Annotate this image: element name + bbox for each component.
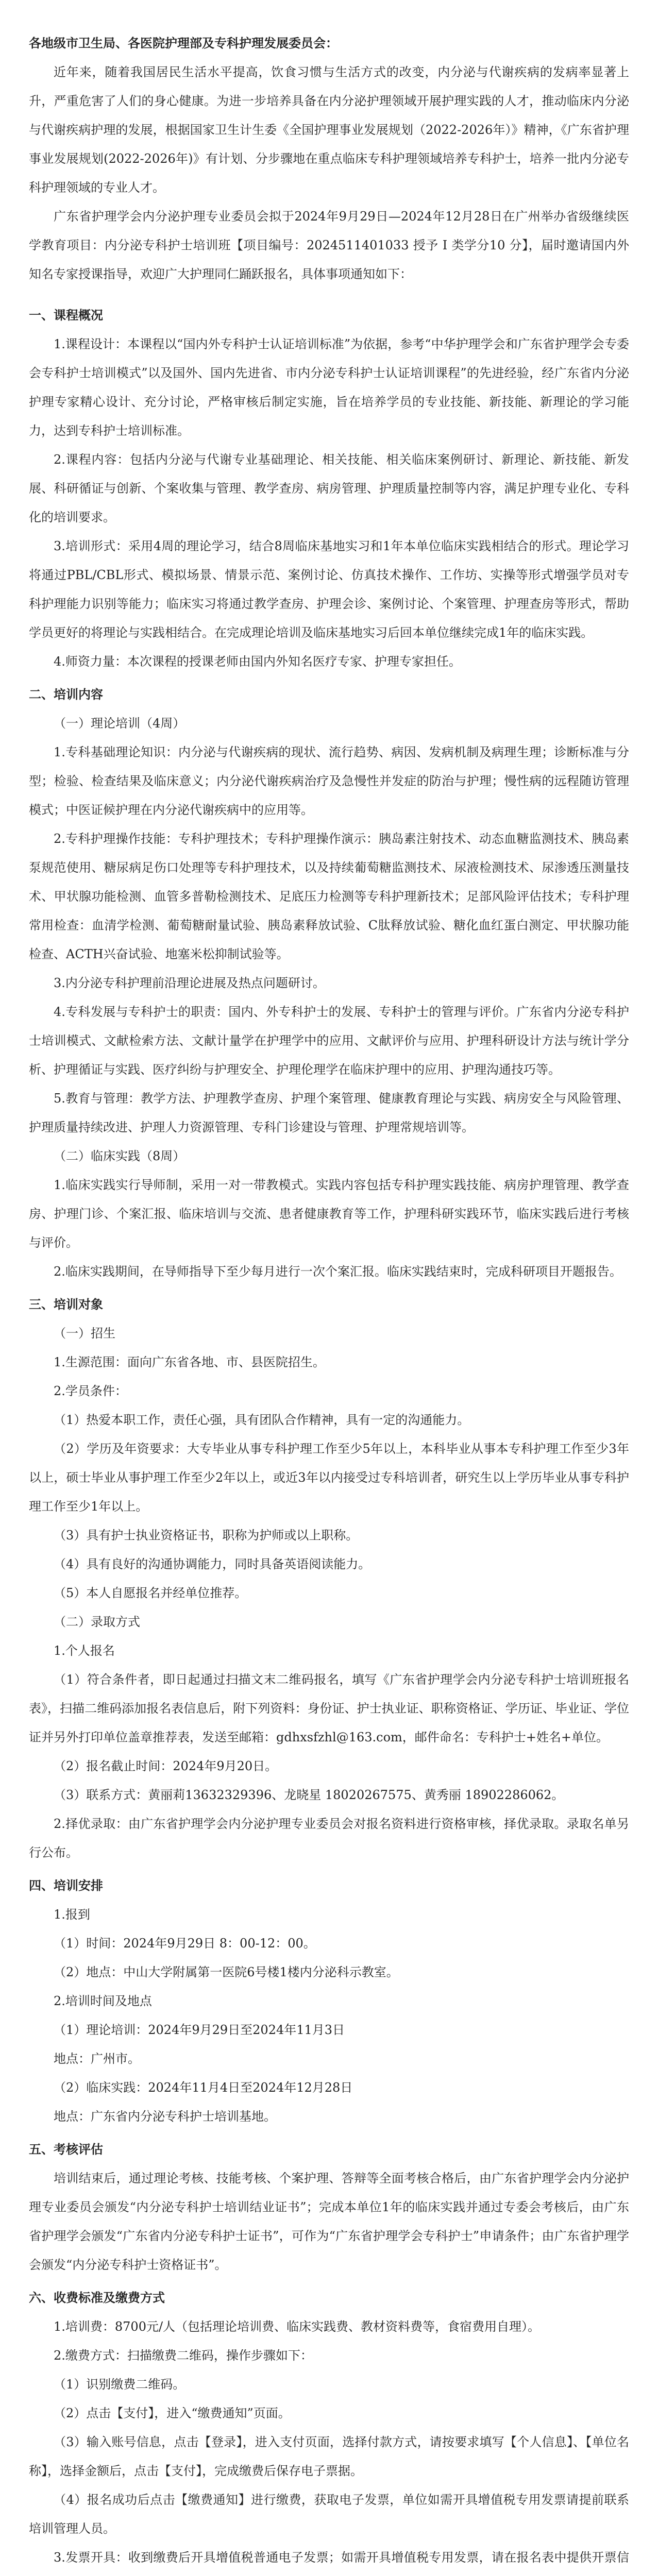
sec2-theory-item-1: 1.专科基础理论知识：内分泌与代谢疾病的现状、流行趋势、病因、发病机制及病理生理；诊断标准与分型；检验、检查结果及临床意义；内分泌代谢疾病治疗及急慢性并发症的防治与护理；慢性病的远程随访管理模式；中医证候护理在内分泌代谢疾病中的应用等。 — [29, 745, 629, 817]
sec2-clinical-title: （二）临床实践（8周） — [54, 1149, 185, 1163]
sec1-item-3: 3.培训形式：采用4周的理论学习，结合8周临床基地实习和1年本单位临床实践相结合的形式。理论学习将通过PBL/CBL形式、模拟场景、情景示范、案例讨论、仿真技术操作、工作坊、实操等形式增强学员对专科护理能力识别等能力；临床实习将通过教学查房、护理会诊、案例讨论、个案管理、护理查房等形式，帮助学员更好的将理论与实践相结合。在完成理论培训及临床基地实习后回本单位继续完成1年的临床实践。 — [29, 539, 629, 640]
sec6-item-2: 2.缴费方式：扫描缴费二维码，操作步骤如下： — [54, 2348, 313, 2363]
sec6-item-4: （2）点击【支付】，进入“缴费通知”页面。 — [54, 2406, 291, 2420]
section-5-title: 五、考核评估 — [29, 2142, 103, 2157]
sec6-item-1: 1.培训费：8700元/人（包括理论培训费、临床实践费、教材资料费等，食宿费用自理）。 — [54, 2319, 541, 2334]
sec2-theory-title: （一）理论培训（4周） — [54, 716, 185, 731]
section-2-title: 二、培训内容 — [29, 687, 103, 702]
salutation: 各地级市卫生局、各医院护理部及专科护理发展委员会： — [29, 36, 338, 50]
section-3-title: 三、培训对象 — [29, 1297, 103, 1312]
sec4-item-1: 1.报到 — [54, 1907, 90, 1922]
sec2-theory-item-5: 5.教育与管理：教学方法、护理教学查房、护理个案管理、健康教育理论与实践、病房安全与风险管理、护理质量持续改进、护理人力资源管理、专科门诊建设与管理、护理常规培训等。 — [29, 1091, 629, 1134]
sec2-theory-item-4: 4.专科发展与专科护士的职责：国内、外专科护士的发展、专科护士的管理与评价。广东省内分泌专科护士培训模式、文献检索方法、文献计量学在护理学中的应用、文献评价与应用、护理科研设计方法与统计学分析、护理循证与实践、医疗纠纷与护理安全、护理伦理学在临床护理中的应用、护理沟通技巧等。 — [29, 1005, 629, 1077]
section-4-title: 四、培训安排 — [29, 1878, 103, 1893]
sec4-item-3: （2）地点：中山大学附属第一医院6号楼1楼内分泌科示教室。 — [54, 1965, 399, 1979]
sec2-clinical-item-1: 1.临床实践实行导师制，采用一对一带教模式。实践内容包括专科护理实践技能、病房护理管理、教学查房、护理门诊、个案汇报、临床培训与交流、患者健康教育等工作，护理科研实践环节，临床实践后进行考核与评价。 — [29, 1178, 629, 1250]
section-6-title: 六、收费标准及缴费方式 — [29, 2290, 165, 2305]
sec2-theory-item-2: 2.专科护理操作技能：专科护理技术；专科护理操作演示：胰岛素注射技术、动态血糖监测技术、胰岛素泵规范使用、糖尿病足伤口处理等专科护理技术，以及持续葡萄糖监测技术、尿液检测技术、尿渗透压测量技术、甲状腺功能检测、血管多普勒检测技术、足底压力检测等专科护理新技术；足部风险评估技术；专科护理常用检查：血清学检测、葡萄糖耐量试验、胰岛素释放试验、C肽释放试验、糖化血红蛋白测定、甲状腺功能检查、ACTH兴奋试验、地塞米松抑制试验等。 — [29, 832, 629, 961]
sec3-enroll-item-1: 1.个人报名 — [54, 1643, 115, 1658]
sec4-item-6: 地点：广州市。 — [54, 2052, 140, 2066]
intro-paragraph-2: 广东省护理学会内分泌护理专业委员会拟于2024年9月29日—2024年12月28日在广州举办省级继续医学教育项目：内分泌专科护士培训班【项目编号：2024511401033 授予 I 类学分10 分】，届时邀请国内外知名专家授课指导，欢迎广大护理同仁踊跃报名，具体事项通知如下： — [29, 209, 629, 281]
intro-paragraph-1: 近年来，随着我国居民生活水平提高，饮食习惯与生活方式的改变，内分泌与代谢疾病的发病率显著上升，严重危害了人们的身心健康。为进一步培养具备在内分泌护理领域开展护理实践的人才，推动临床内分泌与代谢疾病护理的发展，根据国家卫生计生委《全国护理事业发展规划（2022-2026年）》精神，《广东省护理事业发展规划(2022-2026年)》有计划、分步骤地在重点临床专科护理领域培养专科护士，培养一批内分泌专科护理领域的专业人才。 — [29, 65, 629, 195]
sec6-item-5: （3）输入账号信息，点击【登录】，进入支付页面，选择付款方式，请按要求填写【个人信息】、【单位名称】，选择金额后，点击【支付】，完成缴费后保存电子票据。 — [29, 2435, 629, 2478]
sec3-enroll-item-4: （3）联系方式：黄丽莉13632329396、龙晓星 18020267575、黄秀丽 18902286062。 — [54, 1788, 564, 1802]
sec3-recruit-item-4: （2）学历及年资要求：大专毕业从事专科护理工作至少5年以上，本科毕业从事本专科护理工作至少3年以上，硕士毕业从事护理工作至少2年以上，或近3年以内接受过专科培训者，研究生以上学历毕业从事专科护理工作至少1年以上。 — [29, 1442, 629, 1514]
sec3-enroll-item-3: （2）报名截止时间：2024年9月20日。 — [54, 1759, 278, 1773]
sec5-text: 培训结束后，通过理论考核、技能考核、个案护理、答辩等全面考核合格后，由广东省护理学会内分泌护理专业委员会颁发“内分泌专科护士培训结业证书”；完成本单位1年的临床实践并通过专委会考核后，由广东省护理学会颁发“广东省内分泌专科护士证书”，可作为“广东省护理学会专科护士”申请条件；由广东省护理学会颁发“内分泌专科护士资格证书”。 — [29, 2171, 629, 2272]
sec1-item-1: 1.课程设计：本课程以“国内外专科护士认证培训标准”为依据，参考“中华护理学会和广东省护理学会专委会专科护士培训模式”以及国外、国内先进省、市内分泌专科护士认证培训课程”的先进经验，经广东省内分泌护理专家精心设计、充分讨论，严格审核后制定实施，旨在培养学员的专业技能、新技能、新理论的学习能力，达到专科护士培训标准。 — [29, 337, 629, 438]
sec4-item-5: （1）理论培训：2024年9月29日至2024年11月3日 — [54, 2023, 345, 2037]
sec4-item-8: 地点：广东省内分泌专科护士培训基地。 — [54, 2109, 276, 2124]
sec3-recruit-item-7: （5）本人自愿报名并经单位推荐。 — [54, 1586, 247, 1600]
sec3-recruit-item-2: 2.学员条件： — [54, 1384, 127, 1398]
sec3-recruit-item-5: （3）具有护士执业资格证书，职称为护师或以上职称。 — [54, 1528, 359, 1543]
sec6-item-3: （1）识别缴费二维码。 — [54, 2377, 185, 2392]
sec3-recruit-item-3: （1）热爱本职工作，责任心强，具有团队合作精神，具有一定的沟通能力。 — [54, 1413, 470, 1427]
sec3-recruit-title: （一）招生 — [54, 1326, 115, 1341]
sec4-item-2: （1）时间：2024年9月29日 8：00-12：00。 — [54, 1936, 316, 1951]
sec3-recruit-item-6: （4）具有良好的沟通协调能力，同时具备英语阅读能力。 — [54, 1557, 371, 1571]
sec3-recruit-item-1: 1.生源范围：面向广东省各地、市、县医院招生。 — [54, 1355, 325, 1369]
sec2-clinical-item-2: 2.临床实践期间，在导师指导下至少每月进行一次个案汇报。临床实践结束时，完成科研项目开题报告。 — [54, 1264, 622, 1279]
sec4-item-7: （2）临床实践：2024年11月4日至2024年12月28日 — [54, 2080, 353, 2095]
sec3-enroll-item-5: 2.择优录取：由广东省护理学会内分泌护理专业委员会对报名资料进行资格审核，择优录取。录取名单另行公布。 — [29, 1817, 629, 1860]
sec3-enroll-item-2: （1）符合条件者，即日起通过扫描文末二维码报名，填写《广东省护理学会内分泌专科护士培训班报名表》，扫描二维码添加报名表信息后，附下列资料：身份证、护士执业证、职称资格证、学历证、毕业证、学位证并另外打印单位盖章推荐表，发送至邮箱：gdhxsfzhl@163.com，邮件命名：专科护士+姓名+单位。 — [29, 1672, 629, 1744]
sec1-teachers: 4.师资力量：本次课程的授课老师由国内外知名医疗专家、护理专家担任。 — [54, 654, 461, 669]
sec3-enroll-title: （二）录取方式 — [54, 1615, 140, 1629]
sec4-item-4: 2.培训时间及地点 — [54, 1994, 152, 2008]
sec1-item-2: 2.课程内容：包括内分泌与代谢专业基础理论、相关技能、相关临床案例研讨、新理论、新技能、新发展、科研循证与创新、个案收集与管理、教学查房、病房管理、护理质量控制等内容，满足护理专业化、专科化的培训要求。 — [29, 452, 629, 524]
sec6-item-7: 3.发票开具：收到缴费后开具增值税普通电子发票；如需开具增值税专用发票，请在报名表中提供开票信 — [54, 2550, 629, 2565]
section-1-title: 一、课程概况 — [29, 308, 103, 323]
sec6-item-6: （4）报名成功后点击【缴费通知】进行缴费，获取电子发票，单位如需开具增值税专用发票请提前联系培训管理人员。 — [29, 2493, 629, 2536]
sec2-theory-item-3: 3.内分泌专科护理前沿理论进展及热点问题研讨。 — [54, 976, 325, 990]
